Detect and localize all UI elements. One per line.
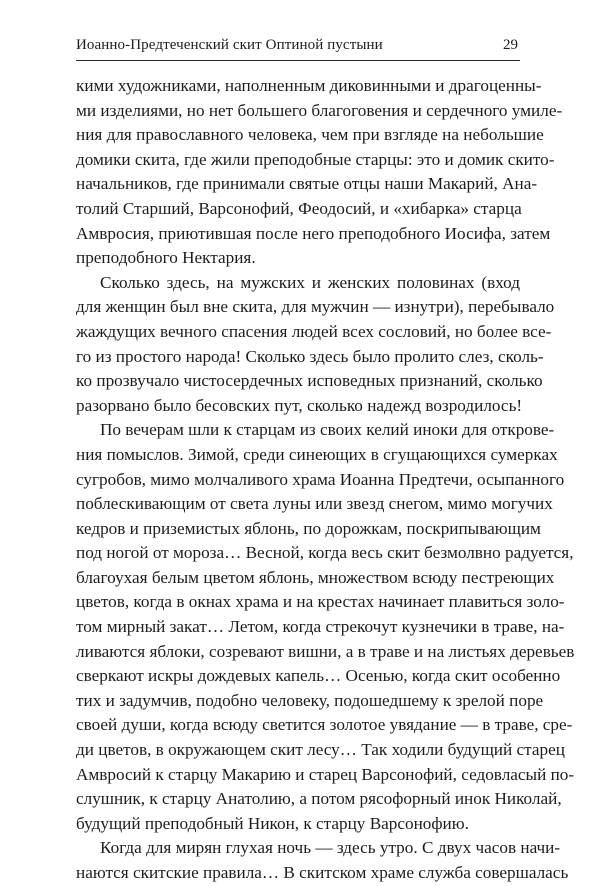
text-line: цветов, когда в окнах храма и на крестах начинает плавиться золо- [76, 592, 565, 612]
text-line: том мирный закат… Летом, когда стрекочут кузнечики в траве, на- [76, 617, 565, 637]
text-line: наются скитские правила… В скитском храме служба совершалась [76, 863, 569, 882]
text-line: слушник, к старцу Анатолию, а потом рясофорный инок Николай, [76, 789, 562, 809]
text-line: своей души, когда всюду светится золотое увядание — в траве, сре- [76, 715, 573, 735]
text-line: ко прозвучало чистосердечных исповедных признаний, сколько [76, 371, 543, 391]
text-line: благоухая белым цветом яблонь, множеством всюду пестреющих [76, 567, 555, 587]
text-line: домики скита, где жили преподобные старцы: это и домик скито- [76, 149, 555, 169]
paragraph [76, 271, 555, 419]
text-line: жаждущих вечного спасения людей всех сословий, но более все- [76, 321, 552, 341]
paragraph [76, 418, 575, 836]
text-line: поблескивающим от света луны или звезд снегом, мимо могучих [76, 494, 553, 514]
text-line: Сколько здесь, на мужских и женских половинах (вход [100, 272, 520, 292]
body-text [76, 74, 575, 886]
text-line: под ногой от мороза… Весной, когда весь скит безмолвно радуется, [76, 543, 574, 563]
text-line: разорвано было бесовских пут, сколько надежд возродилось! [76, 395, 523, 415]
text-line: ния для православного человека, чем при взгляде на небольшие [76, 125, 544, 145]
text-line: кедров и приземистых яблонь, по дорожкам, поскрипывающим [76, 518, 541, 538]
text-line: преподобного Нектария. [76, 248, 256, 268]
page-number: 29 [503, 37, 518, 53]
text-line: толий Старший, Варсонофий, Феодосий, и «хибарка» старца [76, 198, 522, 218]
text-line: Амвросий к старцу Макарию и старец Варсонофий, седовласый по- [76, 764, 575, 784]
text-line: ния помыслов. Зимой, среди синеющих в сгущающихся сумерках [76, 444, 558, 464]
text-line: Амвросия, приютившая после него преподобного Иосифа, затем [76, 223, 551, 243]
text-line: По вечерам шли к старцам из своих келий иноки для открове- [100, 420, 555, 440]
text-line: тих и задумчив, подобно человеку, подошедшему к зрелой поре [76, 690, 544, 710]
text-line: будущий преподобный Никон, к старцу Варсонофию. [76, 813, 469, 833]
text-line: начальников, где принимали святые отцы наши Макарий, Ана- [76, 174, 538, 194]
text-line: кими художниками, наполненным диковинными и драгоценны- [76, 76, 542, 95]
text-line: для женщин был вне скита, для мужчин — изнутри), перебывало [76, 297, 555, 317]
text-line: ми изделиями, но нет большего благоговения и сердечного умиле- [76, 100, 563, 120]
text-line: сверкают искры дождевых капель… Осенью, когда скит особенно [76, 666, 561, 686]
text-line: го из простого народа! Сколько здесь было пролито слез, сколь- [76, 346, 544, 366]
paragraph [76, 836, 569, 885]
text-line: ди цветов, в окружающем скит лесу… Так ходили будущий старец [76, 740, 565, 760]
text-line: Когда для мирян глухая ночь — здесь утро. С двух часов начи- [100, 838, 561, 858]
running-head: Иоанно-Предтеченский скит Оптиной пустыни [76, 37, 383, 53]
text-line: ливаются яблоки, созревают вишни, а в траве и на листьях деревьев [76, 641, 575, 661]
paragraph [76, 74, 563, 271]
header-rule [76, 60, 520, 61]
text-line: сугробов, мимо молчаливого храма Иоанна Предтечи, осыпанного [76, 469, 565, 489]
page-header [76, 36, 520, 60]
